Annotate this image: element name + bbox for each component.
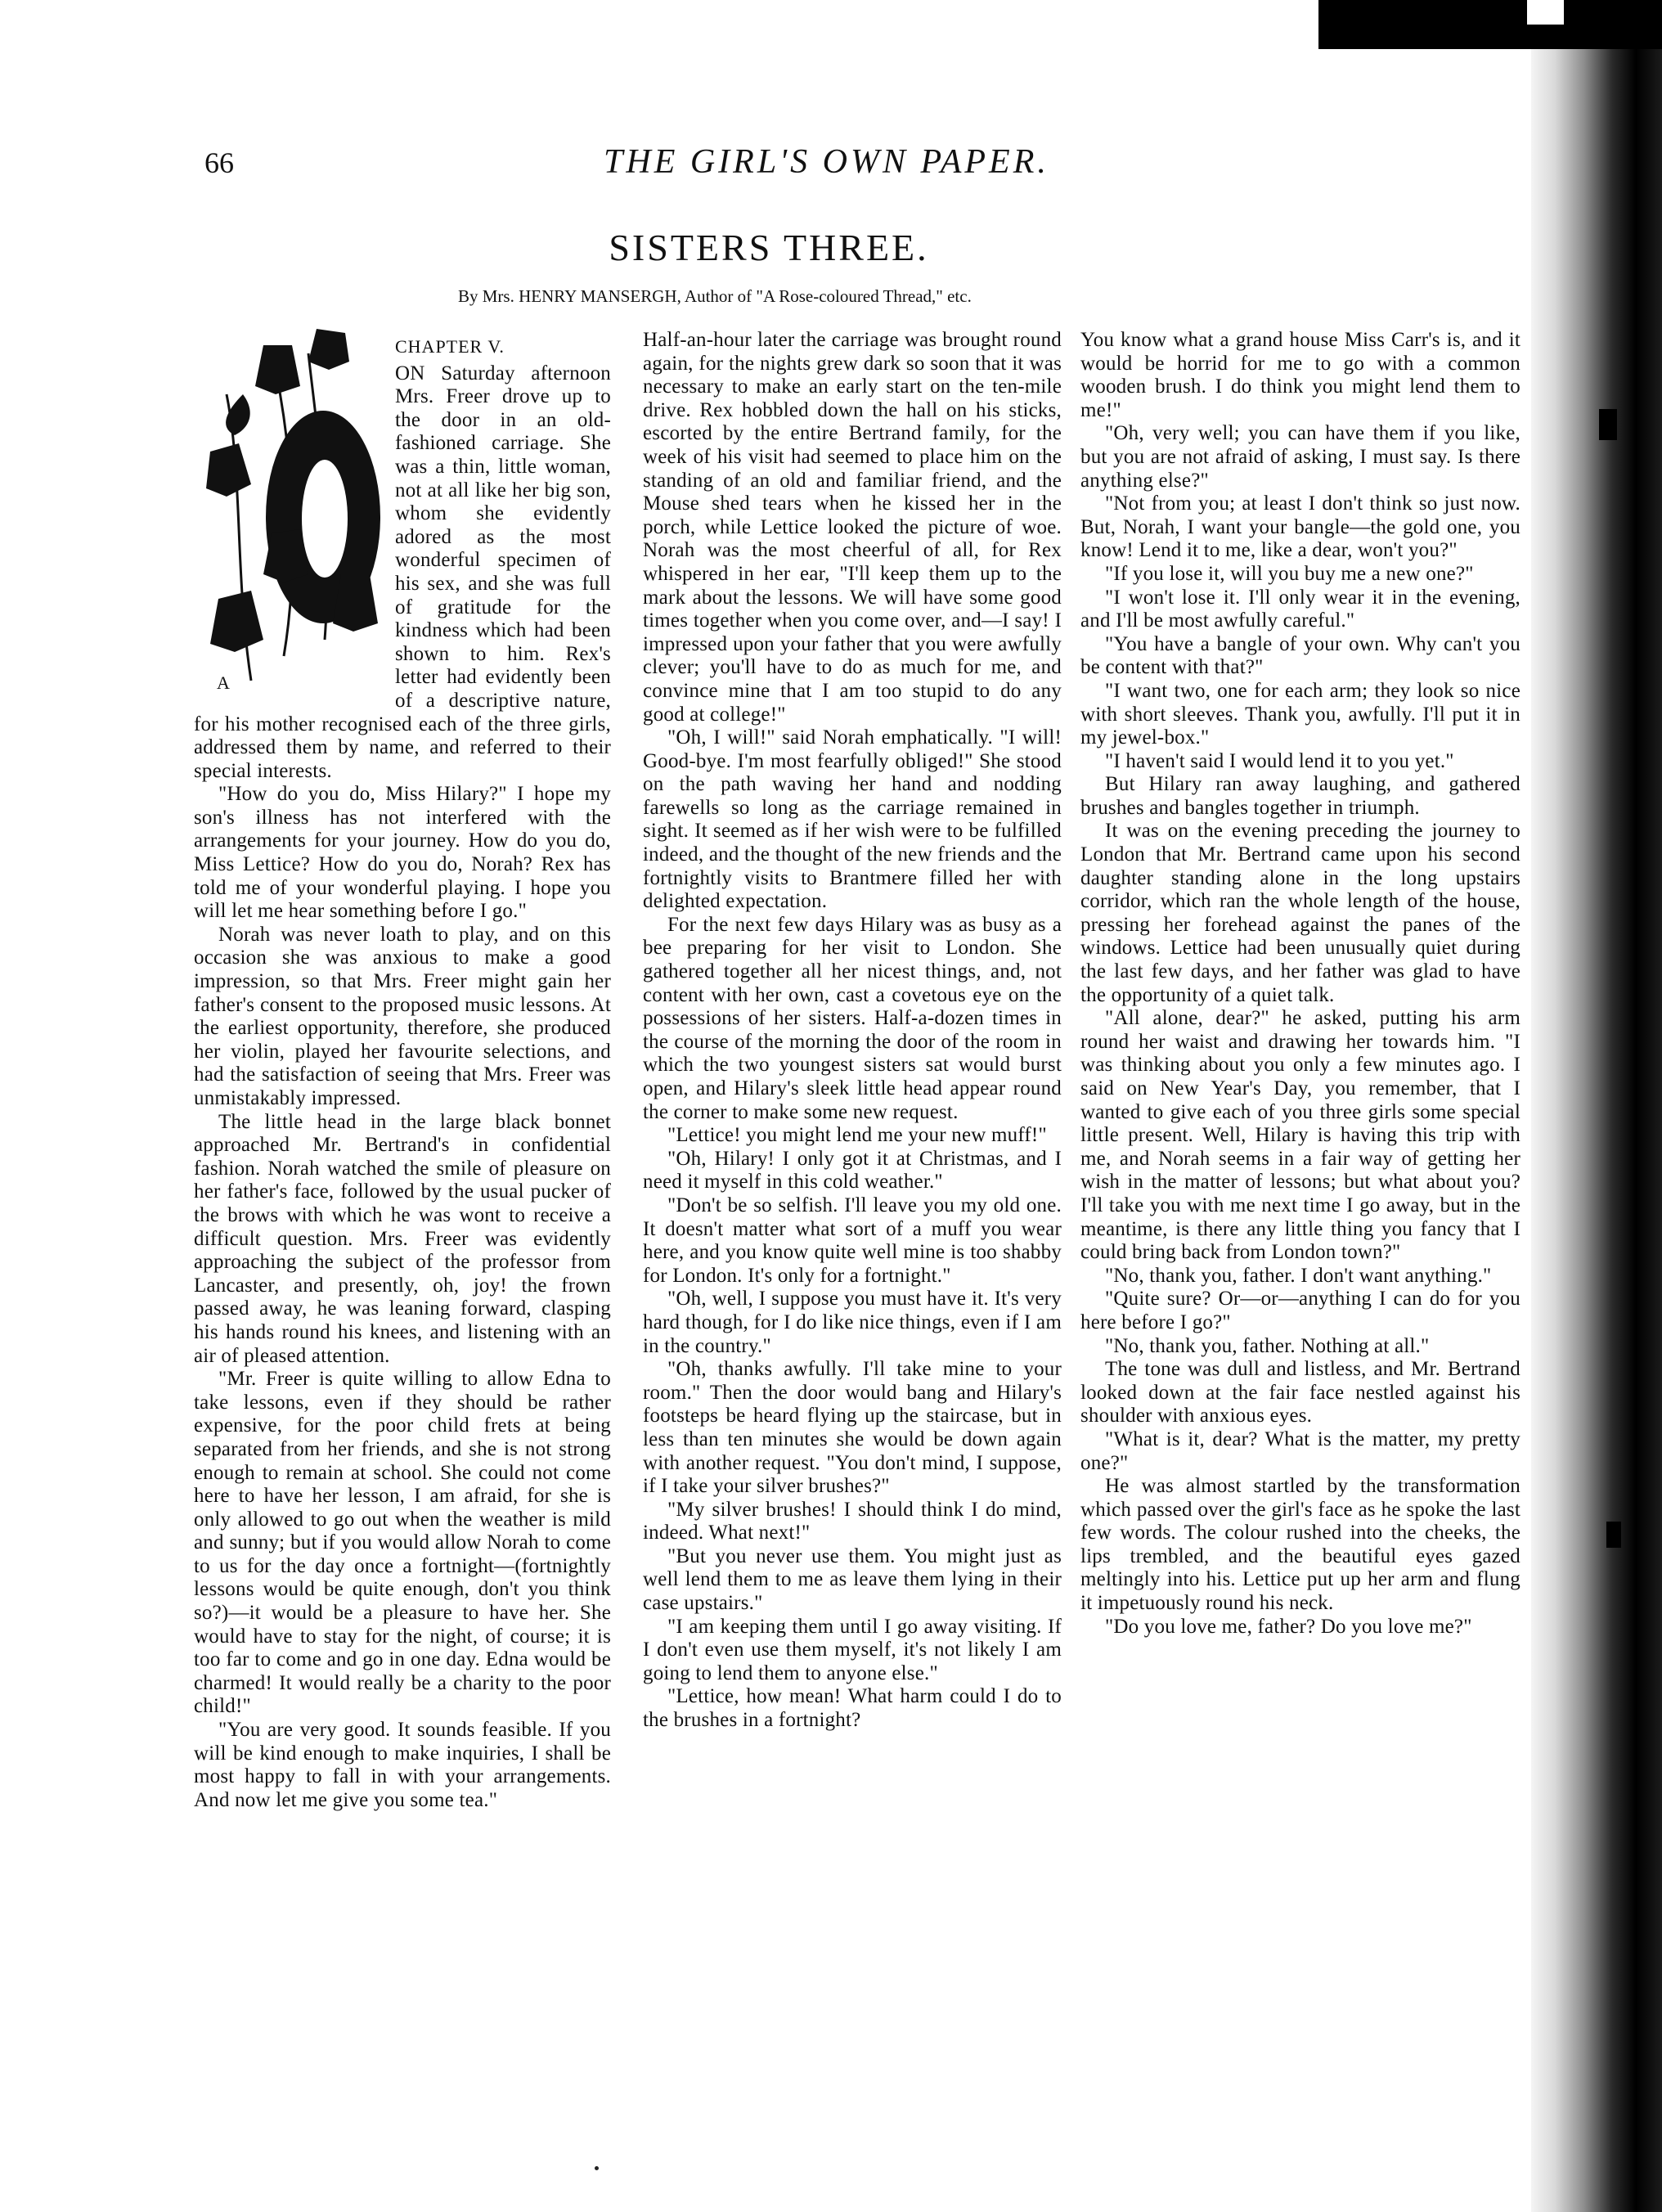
- paragraph: "Oh, I will!" said Norah emphatically. "I will! Good-bye. I'm most fearfully obliged!" She stood on the path waving her hand and nodding farewells so long as the carriage remained in sight. It seemed as if her wish were to be fulfilled indeed, and the thought of the new friends and the fortnightly visits to Brantmere filled her with delighted expectation.: [643, 726, 1062, 913]
- paragraph: "How do you do, Miss Hilary?" I hope my son's illness has not interfered with the arrangements for your journey. How do you do, Miss Lettice? How do you do, Norah? Rex has told me of your wonderful playing. I hope you will let me hear something before I go.": [194, 783, 611, 923]
- paragraph: For the next few days Hilary was as busy as a bee preparing for her visit to London. She gathered together all her nicest things, and, not content with her own, cast a covetous eye on the possessions of her sisters. Half-a-dozen times in the course of the morning the door of the room in which the two youngest sisters sat would burst open, and Hilary's sleek little head appear round the corner to make some new request.: [643, 913, 1062, 1123]
- paragraph: "If you lose it, will you buy me a new one?": [1105, 562, 1474, 585]
- paragraph: "My silver brushes! I should think I do mind, indeed. What next!": [643, 1498, 1062, 1544]
- paragraph: "Oh, Hilary! I only got it at Christmas, and I need it myself in this cold weather.": [643, 1147, 1062, 1194]
- paragraph: It was on the evening preceding the journey to London that Mr. Bertrand came upon his second daughter standing alone in the long upstairs corridor, which ran the whole length of the house, pressing her forehead against the panes of the windows. Lettice had been unusually quiet during the last few days, and her father was glad to have the opportunity of a quiet talk.: [1080, 820, 1521, 1006]
- paragraph: "All alone, dear?" he asked, putting his arm round her waist and drawing her towards him. "I was thinking about you only a few minutes ago. I said on New Year's Day, you remember, that I wanted to give each of you three girls some special little present. Well, Hilary is having this trip with me, and Norah seems in a fair way of getting her wish in the matter of lessons; but what about you? I'll take you with me next time I go away, but in the meantime, is there any little thing you fancy that I could bring back from London town?": [1080, 1007, 1521, 1264]
- paragraph: The little head in the large black bonnet approached Mr. Bertrand's in confidential fashion. Norah watched the smile of pleasure on her father's face, followed by the usual pucker of the brows with which he was wont to receive a difficult question. Mrs. Freer was evidently approaching the subject of the professor from Lancaster, and presently, oh, joy! the frown passed away, he was leaning forward, clasping his hands round his knees, and listening with an air of pleased attention.: [194, 1110, 611, 1367]
- floral-letter-o-icon: [194, 329, 384, 697]
- paragraph: "But you never use them. You might just as well lend them to me as leave them lying in their case upstairs.": [643, 1544, 1062, 1615]
- scan-speck: [1599, 409, 1617, 440]
- paragraph: "You are very good. It sounds feasible. If you will be kind enough to make inquiries, I shall be most happy to fall in with your arrangements. And now let me give you some tea.": [194, 1719, 611, 1811]
- page-number: 66: [204, 146, 234, 179]
- paragraph: "I want two, one for each arm; they look so nice with short sleeves. Thank you, awfully. I'll put it in my jewel-box.": [1080, 679, 1521, 749]
- paragraph: ON Saturday afternoon Mrs. Freer drove up to the door in an old-fashioned carriage. She was a thin, little woman, not at all like her big son, whom she evidently adored as the most wonderful specimen of his sex, and she was full of gratitude for the kindness which had been shown to him. Rex's letter had evidently been of a descriptive nature, for his mother recognised each of the three girls, addressed them by name, and referred to their special interests.: [194, 362, 611, 782]
- paragraph: "Oh, thanks awfully. I'll take mine to your room." Then the door would bang and Hilary's footsteps be heard flying up the staircase, but in less than ten minutes she would be down again with another request. "You don't mind, I suppose, if I take your silver brushes?": [643, 1358, 1062, 1498]
- paragraph: "Do you love me, father? Do you love me?": [1105, 1615, 1472, 1638]
- paragraph: "What is it, dear? What is the matter, my pretty one?": [1080, 1427, 1521, 1474]
- byline: By Mrs. HENRY MANSERGH, Author of "A Rose-coloured Thread," etc.: [458, 286, 972, 306]
- paragraph: But Hilary ran away laughing, and gathered brushes and bangles together in triumph.: [1080, 773, 1521, 819]
- column-2-body: [643, 329, 1062, 1733]
- text-column-2: [643, 329, 1062, 1733]
- paragraph: "Not from you; at least I don't think so just now. But, Norah, I want your bangle—the gold one, you know! Lend it to me, like a dear, won't you?": [1080, 492, 1521, 562]
- paragraph: "No, thank you, father. Nothing at all.": [1105, 1334, 1430, 1357]
- text-column-1: [194, 329, 611, 1812]
- scan-border-notch: [1527, 0, 1564, 25]
- column-3-body: [1080, 329, 1521, 1639]
- paragraph: The tone was dull and listless, and Mr. Bertrand looked down at the fair face nestled against his shoulder with anxious eyes.: [1080, 1358, 1521, 1427]
- scan-speck: [1606, 1522, 1621, 1548]
- paragraph: "Don't be so selfish. I'll leave you my old one. It doesn't matter what sort of a muff you wear here, and you know quite well mine is too shabby for London. It's only for a fortnight.": [643, 1194, 1062, 1287]
- paragraph: "Oh, well, I suppose you must have it. It's very hard though, for I do like nice things, even if I am in the country.": [643, 1288, 1062, 1357]
- chapter-heading: CHAPTER V.: [395, 336, 505, 357]
- paragraph: You know what a grand house Miss Carr's is, and it would be horrid for me to go with a common wooden brush. I do think you might lend them to me!": [1080, 329, 1521, 421]
- paragraph: "Oh, very well; you can have them if you like, but you are not afraid of asking, I must say. Is there anything else?": [1080, 422, 1521, 492]
- journal-title: THE GIRL'S OWN PAPER.: [604, 143, 1049, 181]
- paragraph: "Lettice! you might lend me your new muff!": [667, 1124, 1047, 1147]
- text-column-3: [1080, 329, 1521, 1639]
- paragraph: "I haven't said I would lend it to you yet.": [1105, 749, 1454, 772]
- paragraph: "Lettice, how mean! What harm could I do to the brushes in a fortnight?: [643, 1685, 1062, 1732]
- story-title: SISTERS THREE.: [609, 227, 929, 268]
- paragraph: "You have a bangle of your own. Why can't you be content with that?": [1080, 632, 1521, 679]
- paragraph: "Mr. Freer is quite willing to allow Edna to take lessons, even if they should be rather expensive, for the poor child frets at being separated from her friends, and she is not strong enough to remain at school. She could not come here to have her lesson, I am afraid, for she is only allowed to go out when the weather is mild and sunny; but if you would allow Norah to come to us for the day once a fortnight—(fortnightly lessons would be quite enough, don't you think so?)—it would be a pleasure to have her. She would have to stay for the night, of course; it is too far to come and go in one day. Edna would be charmed! It would really be a charity to the poor child!": [194, 1368, 611, 1718]
- page-header: [0, 143, 1538, 195]
- svg-text:A: A: [217, 672, 231, 693]
- scan-speck: [595, 2166, 599, 2170]
- paragraph: "No, thank you, father. I don't want anything.": [1105, 1264, 1492, 1287]
- paragraph: He was almost startled by the transformation which passed over the girl's face as he spoke the last few words. The colour rushed into the cheeks, the lips trembled, and the beautiful eyes gazed meltingly into his. Lettice put up her arm and flung it impetuously round his neck.: [1080, 1475, 1521, 1615]
- book-binding-shadow: [1531, 0, 1662, 2212]
- paragraph: "I won't lose it. I'll only wear it in the evening, and I'll be most awfully careful.": [1080, 586, 1521, 632]
- paragraph: Half-an-hour later the carriage was brought round again, for the nights grew dark so soon that it was necessary to make an early start on the ten-mile drive. Rex hobbled down the hall on his sticks, escorted by the entire Bertrand family, for the week of his visit had seemed to place him on the standing of an old and familiar friend, and the Mouse shed tears when he kissed her in the porch, while Lettice looked the picture of woe. Norah was the most cheerful of all, for Rex whispered in her ear, "I'll keep them up to the mark about the lessons. We will have some good times together when you come over, and—I say! I impressed upon your father that you were awfully clever; you'll have to do as much for me, and convince mine that I am too stupid to do any good at college!": [643, 329, 1062, 726]
- paragraph: "Quite sure? Or—or—anything I can do for you here before I go?": [1080, 1288, 1521, 1333]
- scan-border-corner: [1318, 0, 1662, 49]
- paragraph: Norah was never loath to play, and on this occasion she was anxious to make a good impression, so that Mrs. Freer might gain her father's consent to the proposed music lessons. At the earliest opportunity, therefore, she produced her violin, played her favourite selections, and had the satisfaction of seeing that Mrs. Freer was unmistakably impressed.: [194, 923, 611, 1109]
- paragraph: "I am keeping them until I go away visiting. If I don't even use them myself, it's not likely I am going to lend them to anyone else.": [643, 1615, 1062, 1684]
